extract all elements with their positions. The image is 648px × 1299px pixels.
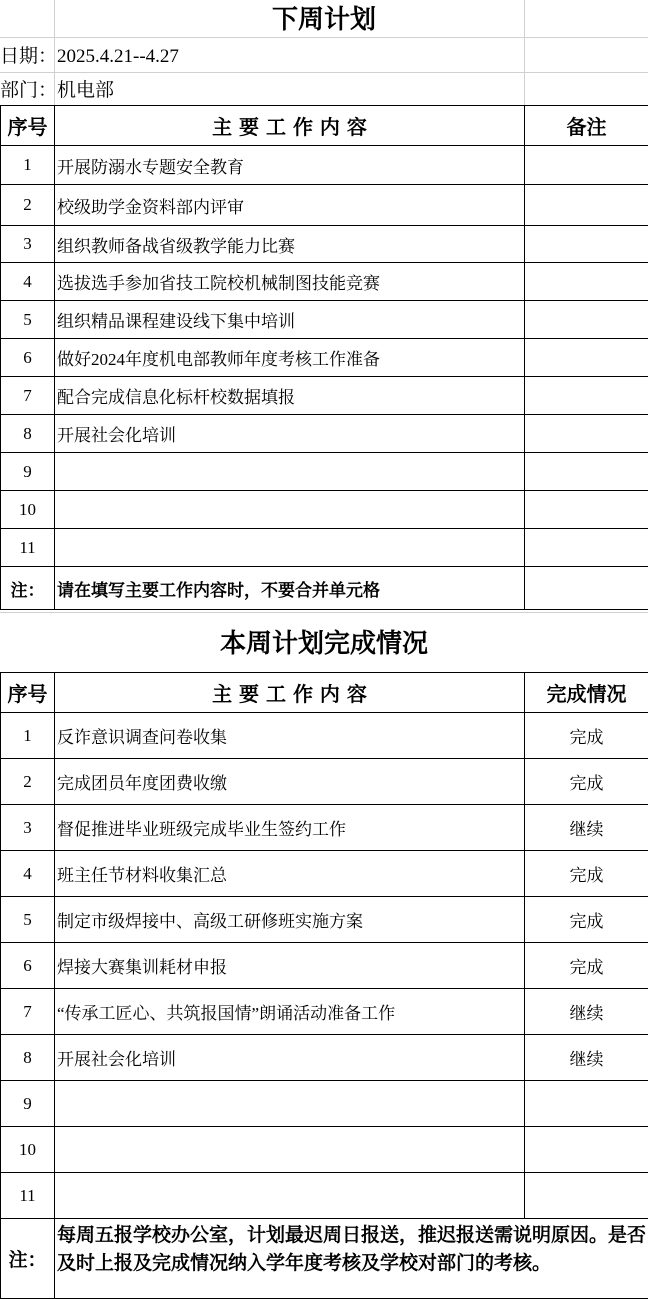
note-label: 注： (1, 567, 55, 610)
grid-line (0, 72, 648, 73)
row-content: 开展社会化培训 (55, 1035, 525, 1081)
row-number: 6 (1, 943, 55, 989)
row-remark (525, 185, 648, 226)
table-row (1, 1081, 648, 1127)
this-week-table (0, 672, 648, 1299)
row-status (525, 1081, 648, 1127)
row-content (55, 1081, 525, 1127)
row-status: 完成 (525, 759, 648, 805)
next-week-title: 下周计划 (0, 4, 648, 36)
row-number: 2 (1, 759, 55, 805)
row-number: 1 (1, 713, 55, 759)
row-content: 组织精品课程建设线下集中培训 (55, 301, 525, 339)
note-label: 注： (1, 1219, 55, 1299)
row-status (525, 1173, 648, 1219)
row-content (55, 453, 525, 491)
table-row (1, 263, 648, 301)
row-number: 3 (1, 226, 55, 263)
row-status (525, 1127, 648, 1173)
row-remark (525, 263, 648, 301)
table-header-row (1, 673, 648, 713)
row-content: 制定市级焊接中、高级工研修班实施方案 (55, 897, 525, 943)
row-status: 继续 (525, 805, 648, 851)
note-blank (525, 567, 648, 610)
row-number: 7 (1, 377, 55, 415)
table-header-row (1, 106, 648, 146)
table-row (1, 989, 648, 1035)
table-row (1, 943, 648, 989)
note-row (1, 567, 648, 610)
row-remark (525, 301, 648, 339)
note-text: 每周五报学校办公室，计划最迟周日报送，推迟报送需说明原因。是否及时上报及完成情况纳入学年度考核及学校对部门的考核。 (55, 1219, 648, 1299)
header-remark: 备注 (525, 106, 648, 146)
row-content: 完成团员年度团费收缴 (55, 759, 525, 805)
row-status: 完成 (525, 851, 648, 897)
row-remark (525, 377, 648, 415)
row-status: 完成 (525, 943, 648, 989)
table-row (1, 146, 648, 185)
row-content: 校级助学金资料部内评审 (55, 185, 525, 226)
table-row (1, 339, 648, 377)
header-no: 序号 (1, 673, 55, 713)
row-number: 4 (1, 851, 55, 897)
row-number: 10 (1, 1127, 55, 1173)
table-row (1, 805, 648, 851)
row-number: 9 (1, 1081, 55, 1127)
table-row (1, 415, 648, 453)
grid-line (0, 37, 648, 38)
row-status: 完成 (525, 713, 648, 759)
table-row (1, 1127, 648, 1173)
dept-row (0, 75, 114, 105)
row-status: 继续 (525, 989, 648, 1035)
row-content: 焊接大赛集训耗材申报 (55, 943, 525, 989)
table-row (1, 529, 648, 567)
row-remark (525, 226, 648, 263)
header-status: 完成情况 (525, 673, 648, 713)
row-content: “传承工匠心、共筑报国情”朗诵活动准备工作 (55, 989, 525, 1035)
row-content (55, 529, 525, 567)
table-row (1, 226, 648, 263)
row-number: 5 (1, 897, 55, 943)
row-number: 10 (1, 491, 55, 529)
next-week-table (0, 105, 648, 610)
row-status: 完成 (525, 897, 648, 943)
row-remark (525, 146, 648, 185)
row-content: 做好2024年度机电部教师年度考核工作准备 (55, 339, 525, 377)
date-row (0, 41, 179, 71)
row-content (55, 1173, 525, 1219)
row-content: 选拔选手参加省技工院校机械制图技能竞赛 (55, 263, 525, 301)
header-no: 序号 (1, 106, 55, 146)
row-number: 8 (1, 415, 55, 453)
row-content (55, 491, 525, 529)
table-row (1, 851, 648, 897)
header-content: 主 要 工 作 内 容 (55, 106, 525, 146)
note-row (1, 1219, 648, 1299)
row-number: 6 (1, 339, 55, 377)
this-week-title: 本周计划完成情况 (0, 626, 648, 662)
table-row (1, 897, 648, 943)
header-content: 主 要 工 作 内 容 (55, 673, 525, 713)
dept-value: 机电部 (57, 79, 114, 101)
row-number: 7 (1, 989, 55, 1035)
row-remark (525, 339, 648, 377)
row-content: 督促推进毕业班级完成毕业生签约工作 (55, 805, 525, 851)
row-content: 开展社会化培训 (55, 415, 525, 453)
row-number: 2 (1, 185, 55, 226)
row-content: 开展防溺水专题安全教育 (55, 146, 525, 185)
date-value: 2025.4.21--4.27 (57, 46, 179, 67)
table-row (1, 1173, 648, 1219)
row-remark (525, 453, 648, 491)
dept-label: 部门： (0, 79, 57, 101)
grid-line (0, 612, 648, 613)
table-row (1, 377, 648, 415)
table-row (1, 185, 648, 226)
table-row (1, 759, 648, 805)
row-number: 5 (1, 301, 55, 339)
table-row (1, 713, 648, 759)
row-number: 9 (1, 453, 55, 491)
table-row (1, 1035, 648, 1081)
row-number: 1 (1, 146, 55, 185)
row-remark (525, 491, 648, 529)
row-number: 3 (1, 805, 55, 851)
row-number: 11 (1, 1173, 55, 1219)
row-number: 8 (1, 1035, 55, 1081)
row-remark (525, 529, 648, 567)
row-number: 4 (1, 263, 55, 301)
row-content: 反诈意识调查问卷收集 (55, 713, 525, 759)
row-number: 11 (1, 529, 55, 567)
table-row (1, 301, 648, 339)
row-content: 班主任节材料收集汇总 (55, 851, 525, 897)
table-row (1, 453, 648, 491)
date-label: 日期： (0, 45, 57, 67)
row-remark (525, 415, 648, 453)
table-row (1, 491, 648, 529)
row-content: 配合完成信息化标杆校数据填报 (55, 377, 525, 415)
row-content (55, 1127, 525, 1173)
row-status: 继续 (525, 1035, 648, 1081)
note-text: 请在填写主要工作内容时，不要合并单元格 (55, 567, 525, 610)
row-content: 组织教师备战省级教学能力比赛 (55, 226, 525, 263)
